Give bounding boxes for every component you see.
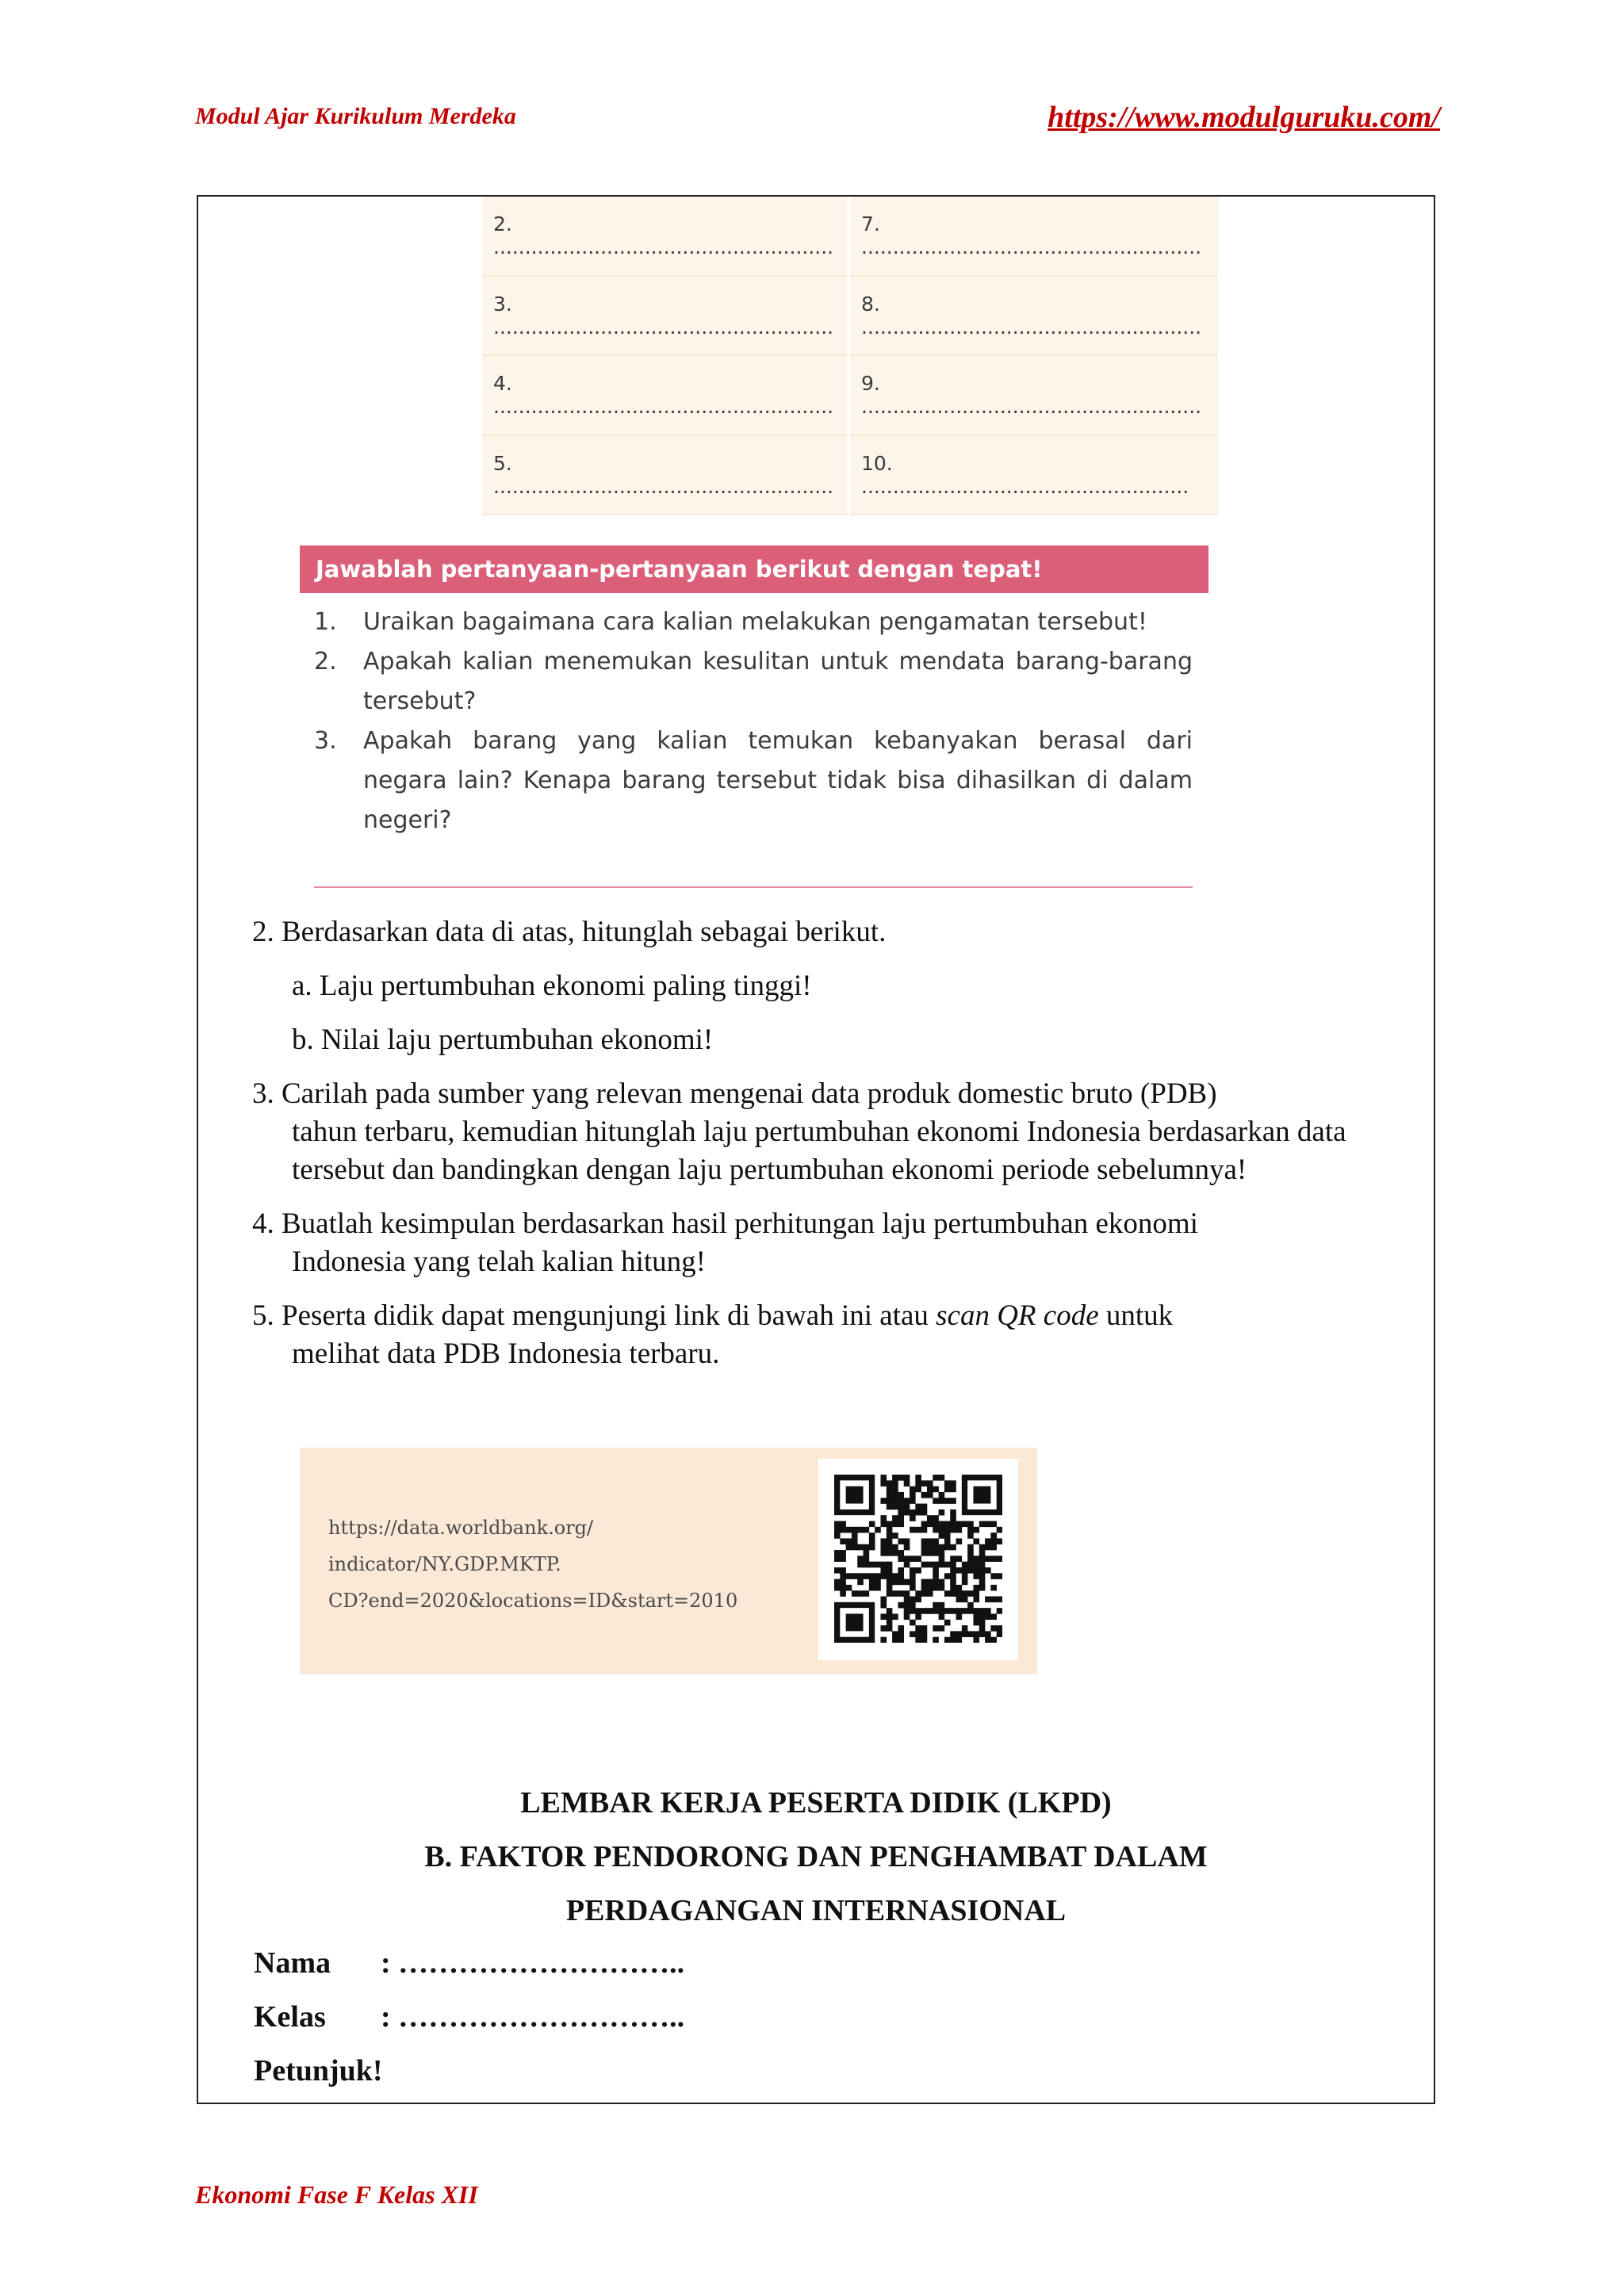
kelas-label: Kelas (254, 2000, 326, 2034)
question-number: 1. (314, 608, 337, 636)
student-form (254, 1936, 684, 2098)
instruction-item-2b: b. Nilai laju pertumbuhan ekonomi! (292, 1024, 714, 1056)
answer-line: 8. ...................................................... (850, 277, 1218, 357)
answer-line: 2. ...................................................... (482, 197, 850, 277)
instruction-item-3 (252, 1075, 1378, 1189)
question-text: Apakah kalian menemukan kesulitan untuk mendata barang-barang tersebut? (363, 648, 1193, 715)
qr-code[interactable] (818, 1459, 1018, 1660)
kelas-field[interactable]: : ……………………….. (381, 2000, 685, 2034)
instruction-line: melihat data PDB Indonesia terbaru. (292, 1337, 720, 1370)
question-box-title: Jawablah pertanyaan-pertanyaan berikut dengan tepat! (300, 545, 1208, 593)
nama-field[interactable]: : ……………………….. (381, 1946, 685, 1980)
nama-label: Nama (254, 1946, 331, 1980)
lkpd-title (197, 1776, 1435, 1938)
answer-line: 7. ...................................................... (850, 197, 1218, 277)
instruction-item-2: 2. Berdasarkan data di atas, hitunglah sebagai berikut. (252, 916, 887, 948)
instruction-italic: scan QR code (936, 1299, 1099, 1332)
lkpd-title-line: PERDAGANGAN INTERNASIONAL (565, 1894, 1067, 1927)
answer-line: 10. .................................................... (850, 436, 1218, 516)
instruction-item-4 (252, 1205, 1378, 1281)
instruction-item-2a: a. Laju pertumbuhan ekonomi paling tinggi! (292, 970, 812, 1002)
header-website-link[interactable]: https://www.modulguruku.com/ (1048, 101, 1440, 134)
footer-subject: Ekonomi Fase F Kelas XII (195, 2180, 478, 2209)
answer-line: 4. ...................................................... (482, 356, 850, 436)
numbered-answer-table (482, 197, 1218, 515)
instruction-line (252, 1297, 1378, 1335)
data-link-box (300, 1448, 1037, 1674)
form-row-nama (254, 1936, 684, 1990)
instruction-item-5 (252, 1297, 1378, 1373)
question-item (314, 721, 1193, 840)
instruction-line: Indonesia yang telah kalian hitung! (292, 1246, 706, 1278)
instruction-line: 4. Buatlah kesimpulan berdasarkan hasil perhitungan laju pertumbuhan ekonomi (252, 1207, 1198, 1240)
lkpd-title-line: B. FAKTOR PENDORONG DAN PENGHAMBAT DALAM (424, 1840, 1208, 1873)
lkpd-title-line: LEMBAR KERJA PESERTA DIDIK (LKPD) (520, 1786, 1112, 1820)
petunjuk-heading: Petunjuk! (254, 2054, 383, 2087)
answer-line: 3. ...................................................... (482, 277, 850, 357)
question-number: 3. (314, 727, 337, 755)
question-text: Apakah barang yang kalian temukan kebanyakan berasal dari negara lain? Kenapa barang tersebut tidak bisa dihasilkan di dalam negeri? (363, 727, 1193, 834)
question-text: Uraikan bagaimana cara kalian melakukan pengamatan tersebut! (363, 608, 1147, 636)
instruction-list (252, 913, 1378, 1389)
header-module-title: Modul Ajar Kurikulum Merdeka (195, 103, 516, 129)
answer-line: 5. ...................................................... (482, 436, 850, 516)
divider-line (314, 886, 1193, 888)
answer-line: 9. ...................................................... (850, 356, 1218, 436)
link-line: indicator/NY.GDP.MKTP. (328, 1553, 561, 1575)
link-line: https://data.worldbank.org/ (328, 1517, 594, 1539)
instruction-line: 3. Carilah pada sumber yang relevan mengenai data produk domestic bruto (PDB) (252, 1077, 1217, 1110)
question-item (314, 642, 1193, 721)
instruction-line: tahun terbaru, kemudian hitunglah laju pertumbuhan ekonomi Indonesia berdasarkan data tersebut dan bandingkan dengan laju pertumbuhan ekonomi periode sebelumnya! (292, 1115, 1346, 1186)
question-number: 2. (314, 648, 337, 675)
link-line: CD?end=2020&locations=ID&start=2010 (328, 1590, 738, 1612)
form-row-kelas (254, 1990, 684, 2044)
worldbank-link[interactable] (328, 1510, 737, 1619)
question-list (314, 603, 1193, 840)
instruction-text: 5. Peserta didik dapat mengunjungi link di bawah ini atau (252, 1299, 936, 1332)
question-item (314, 603, 1193, 642)
qr-code-icon (834, 1475, 1002, 1643)
instruction-text: untuk (1098, 1299, 1174, 1332)
